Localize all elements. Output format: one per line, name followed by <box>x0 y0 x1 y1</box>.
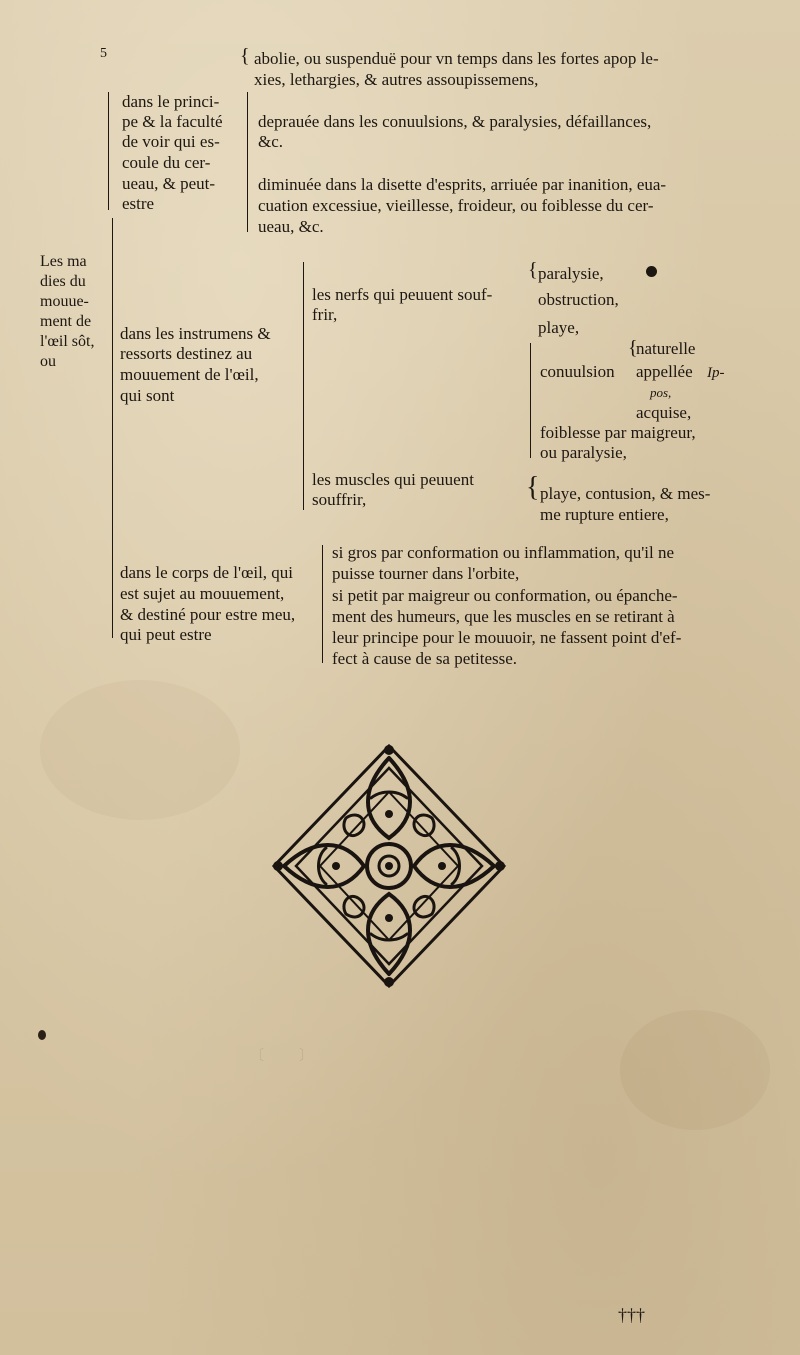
text-spasme-2: pos, <box>650 385 672 400</box>
brace-nerfs: { <box>528 259 538 281</box>
corps-line-4: qui peut estre <box>120 625 212 644</box>
corps-line-1: dans le corps de l'œil, qui <box>120 563 294 582</box>
heading-line-2: dies du <box>40 273 86 290</box>
text-diminuee-3: ueau, &c. <box>258 217 324 236</box>
text-conuulsion: conuulsion <box>540 362 615 381</box>
text-nerfs-1: les nerfs qui peuuent souf- <box>312 285 493 304</box>
text-gros-1: si gros par conformation ou inflammation, qu'il ne <box>332 543 675 562</box>
heading-line-4: ment de <box>40 313 92 330</box>
text-rupture: me rupture entiere, <box>540 505 669 524</box>
text-playe-contusion: playe, contusion, & mes- <box>540 484 711 503</box>
ink-spot <box>38 1030 46 1040</box>
brace-main <box>112 218 119 638</box>
heading-line-1: Les ma <box>40 253 87 270</box>
principe-line-6: estre <box>122 194 155 213</box>
brace-corps <box>322 545 329 663</box>
instrumens-line-2: ressorts destinez au <box>120 344 253 363</box>
principe-line-3: de voir qui es- <box>122 132 220 151</box>
text-acquise: acquise, <box>636 403 692 422</box>
brace-faculte <box>247 92 254 232</box>
principe-line-1: dans le princi- <box>122 92 220 111</box>
heading-line-3: mouue- <box>40 293 89 310</box>
principe-line-4: coule du cer- <box>122 153 211 172</box>
brace-muscles: { <box>526 472 540 503</box>
paper-stain <box>40 680 240 820</box>
text-abolie: abolie, ou suspenduë pour vn temps dans les fortes apop le- <box>254 49 659 68</box>
bleed-through-text: 〔 ⁠ ⁠ ⁠ ⁠ ⁠ ⁠ ⁠ ⁠ ⁠ 〕 <box>250 1049 313 1064</box>
text-etc: &c. <box>258 132 284 151</box>
text-nerfs-2: frir, <box>312 305 338 324</box>
paper-stain <box>620 1010 770 1130</box>
text-gros-2: puisse tourner dans l'orbite, <box>332 564 520 583</box>
text-spasme-1: Ip- <box>707 365 725 381</box>
brace-spasme: { <box>628 337 638 359</box>
nerfs-item-obstruction: obstruction, <box>538 290 619 309</box>
principe-line-5: ueau, & peut- <box>122 174 215 193</box>
fleuron-ornament <box>266 738 512 994</box>
brace-top: { <box>240 45 250 67</box>
text-muscles-1: les muscles qui peuuent <box>312 470 474 489</box>
page-marker: 5 <box>100 46 107 61</box>
corps-line-3: & destiné pour estre meu, <box>120 605 296 624</box>
text-lethargies: xies, lethargies, & autres assoupissemens, <box>254 70 539 89</box>
text-petit-3: leur principe pour le mouuoir, ne fassent point d'ef- <box>332 628 682 647</box>
instrumens-line-1: dans les instrumens & <box>120 324 271 343</box>
brace-principe <box>108 92 115 210</box>
text-deprauee: deprauée dans les conuulsions, & paralysies, défaillances, <box>258 112 652 131</box>
brace-convulsion <box>530 343 537 458</box>
text-foiblesse: foiblesse par maigreur, <box>540 423 696 442</box>
text-diminuee-2: cuation excessiue, vieillesse, froideur, ou foiblesse du cer- <box>258 196 654 215</box>
brace-instrumens <box>303 262 310 510</box>
ink-dot <box>646 266 657 277</box>
heading-line-5: l'œil sôt, <box>40 333 95 350</box>
text-petit-4: fect à cause de sa petitesse. <box>332 649 518 668</box>
text-diminuee-1: diminuée dans la disette d'esprits, arriuée par inanition, eua- <box>258 175 667 194</box>
text-petit-2: ment des humeurs, que les muscles en se retirant à <box>332 607 675 626</box>
heading-line-6: ou <box>40 353 56 370</box>
text-ou-paralysie: ou paralysie, <box>540 443 627 462</box>
corps-line-2: est sujet au mouuement, <box>120 584 285 603</box>
instrumens-line-3: mouuement de l'œil, <box>120 365 259 384</box>
principe-line-2: pe & la faculté <box>122 112 223 131</box>
nerfs-item-paralysie: paralysie, <box>538 264 604 283</box>
signature-mark: ††† <box>618 1305 645 1325</box>
nerfs-item-playe: playe, <box>538 318 580 337</box>
text-petit-1: si petit par maigreur ou conformation, ou épanche- <box>332 586 678 605</box>
text-appellee: appellée <box>636 362 693 381</box>
text-naturelle: naturelle <box>636 339 696 358</box>
instrumens-line-4: qui sont <box>120 386 175 405</box>
text-muscles-2: souffrir, <box>312 490 367 509</box>
